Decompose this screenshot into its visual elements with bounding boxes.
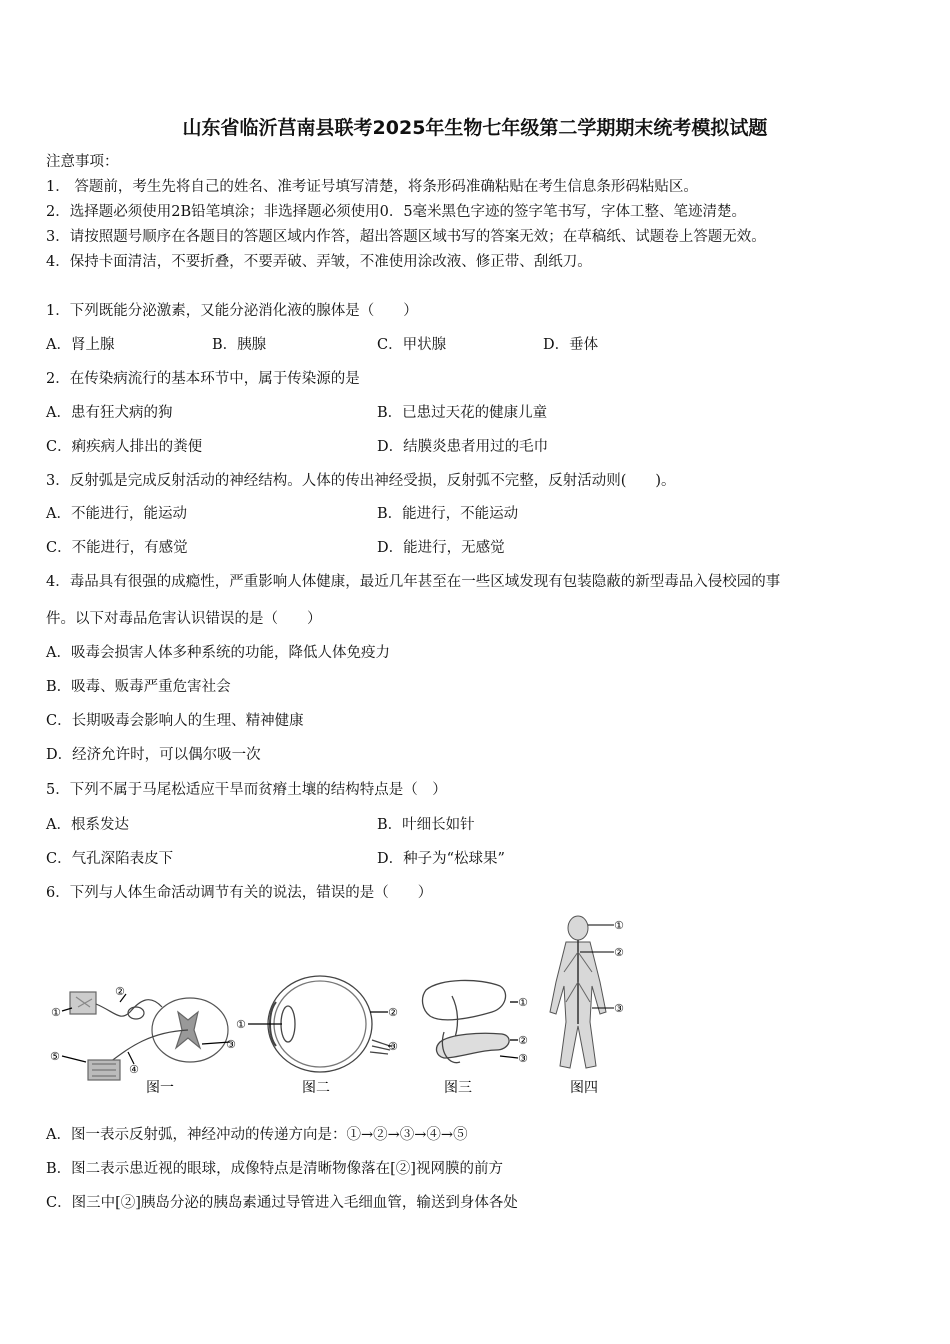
fig1-label-4: ④ (129, 1063, 139, 1076)
figure-1-caption: 图一 (146, 1080, 174, 1096)
q1-option-a: A．肾上腺 (46, 337, 115, 353)
q4-option-c: C．长期吸毒会影响人的生理、精神健康 (46, 713, 304, 729)
fig1-label-2: ② (115, 985, 125, 998)
q4-option-b: B．吸毒、贩毒严重危害社会 (46, 679, 231, 695)
figure-3-liver-pancreas (423, 980, 518, 1062)
q1-option-b: B．胰腺 (212, 337, 267, 353)
question-6-figures (40, 912, 640, 1097)
q5-option-c: C．气孔深陷表皮下 (46, 851, 174, 867)
q1-option-d: D．垂体 (543, 337, 599, 353)
figure-2-caption: 图二 (302, 1080, 330, 1096)
question-4-stem-line-2: 件。以下对毒品危害认识错误的是（ ） (46, 611, 322, 627)
page-title: 山东省临沂莒南县联考2025年生物七年级第二学期期末统考模拟试题 (182, 117, 768, 139)
q2-option-b: B．已患过天花的健康儿童 (377, 405, 548, 421)
figure-2-eyeball (248, 976, 392, 1072)
q2-option-c: C．痢疾病人排出的粪便 (46, 439, 203, 455)
fig4-label-1: ① (614, 919, 624, 932)
q4-option-d: D．经济允许时，可以偶尔吸一次 (46, 747, 261, 763)
question-6-stem: 6．下列与人体生命活动调节有关的说法，错误的是（ ） (46, 885, 433, 901)
q1-option-c: C．甲状腺 (377, 337, 447, 353)
q5-option-a: A．根系发达 (46, 817, 129, 833)
q6-option-b: B．图二表示患近视的眼球，成像特点是清晰物像落在[②]视网膜的前方 (46, 1161, 503, 1177)
figure-3-caption: 图三 (444, 1080, 472, 1096)
fig2-label-1: ① (236, 1018, 246, 1031)
fig1-label-1: ① (51, 1006, 61, 1019)
question-1-stem: 1．下列既能分泌激素，又能分泌消化液的腺体是（ ） (46, 303, 418, 319)
question-4-stem-line-1: 4．毒品具有很强的成瘾性，严重影响人体健康，最近几年甚至在一些区域发现有包装隐蔽的新型毒品入侵校园的事 (46, 574, 781, 590)
fig3-label-1: ① (518, 996, 528, 1009)
notice-item: 4．保持卡面清洁，不要折叠，不要弄破、弄皱，不准使用涂改液、修正带、刮纸刀。 (46, 254, 592, 270)
q5-option-b: B．叶细长如针 (377, 817, 475, 833)
question-2-stem: 2．在传染病流行的基本环节中，属于传染源的是 (46, 371, 360, 387)
q3-option-b: B．能进行，不能运动 (377, 506, 519, 522)
q6-option-a: A．图一表示反射弧，神经冲动的传递方向是：①→②→③→④→⑤ (46, 1127, 468, 1143)
notice-heading: 注意事项： (46, 154, 119, 170)
figure-4-nervous-system (550, 916, 614, 1068)
fig3-label-3: ③ (518, 1052, 528, 1065)
figure-4-caption: 图四 (570, 1080, 598, 1096)
q3-option-d: D．能进行，无感觉 (377, 540, 505, 556)
q6-option-c: C．图三中[②]胰岛分泌的胰岛素通过导管进入毛细血管，输送到身体各处 (46, 1195, 518, 1211)
fig4-label-2: ② (614, 946, 624, 959)
q2-option-a: A．患有狂犬病的狗 (46, 405, 173, 421)
notice-item: 3．请按照题号顺序在各题目的答题区域内作答，超出答题区域书写的答案无效；在草稿纸、试题卷上答题无效。 (46, 229, 766, 245)
notice-item: 1． 答题前，考生先将自己的姓名、准考证号填写清楚，将条形码准确粘贴在考生信息条形码粘贴区。 (46, 179, 698, 195)
question-3-stem: 3．反射弧是完成反射活动的神经结构。人体的传出神经受损，反射弧不完整，反射活动则( )。 (46, 473, 676, 489)
q5-option-d: D．种子为“松球果” (377, 851, 505, 867)
fig1-label-5: ⑤ (50, 1050, 60, 1063)
figure-1-reflex-arc (62, 992, 230, 1080)
q2-option-d: D．结膜炎患者用过的毛巾 (377, 439, 549, 455)
fig2-label-2: ② (388, 1006, 398, 1019)
question-5-stem: 5．下列不属于马尾松适应干旱而贫瘠土壤的结构特点是（ ） (46, 782, 447, 798)
fig1-label-3: ③ (226, 1038, 236, 1051)
q3-option-a: A．不能进行，能运动 (46, 506, 187, 522)
fig3-label-2: ② (518, 1034, 528, 1047)
q3-option-c: C．不能进行，有感觉 (46, 540, 188, 556)
fig4-label-3: ③ (614, 1002, 624, 1015)
q4-option-a: A．吸毒会损害人体多种系统的功能，降低人体免疫力 (46, 645, 390, 661)
notice-item: 2．选择题必须使用2B铅笔填涂；非选择题必须使用0．5毫米黑色字迹的签字笔书写，字体工整、笔迹清楚。 (46, 204, 747, 220)
fig2-label-3: ③ (388, 1040, 398, 1053)
